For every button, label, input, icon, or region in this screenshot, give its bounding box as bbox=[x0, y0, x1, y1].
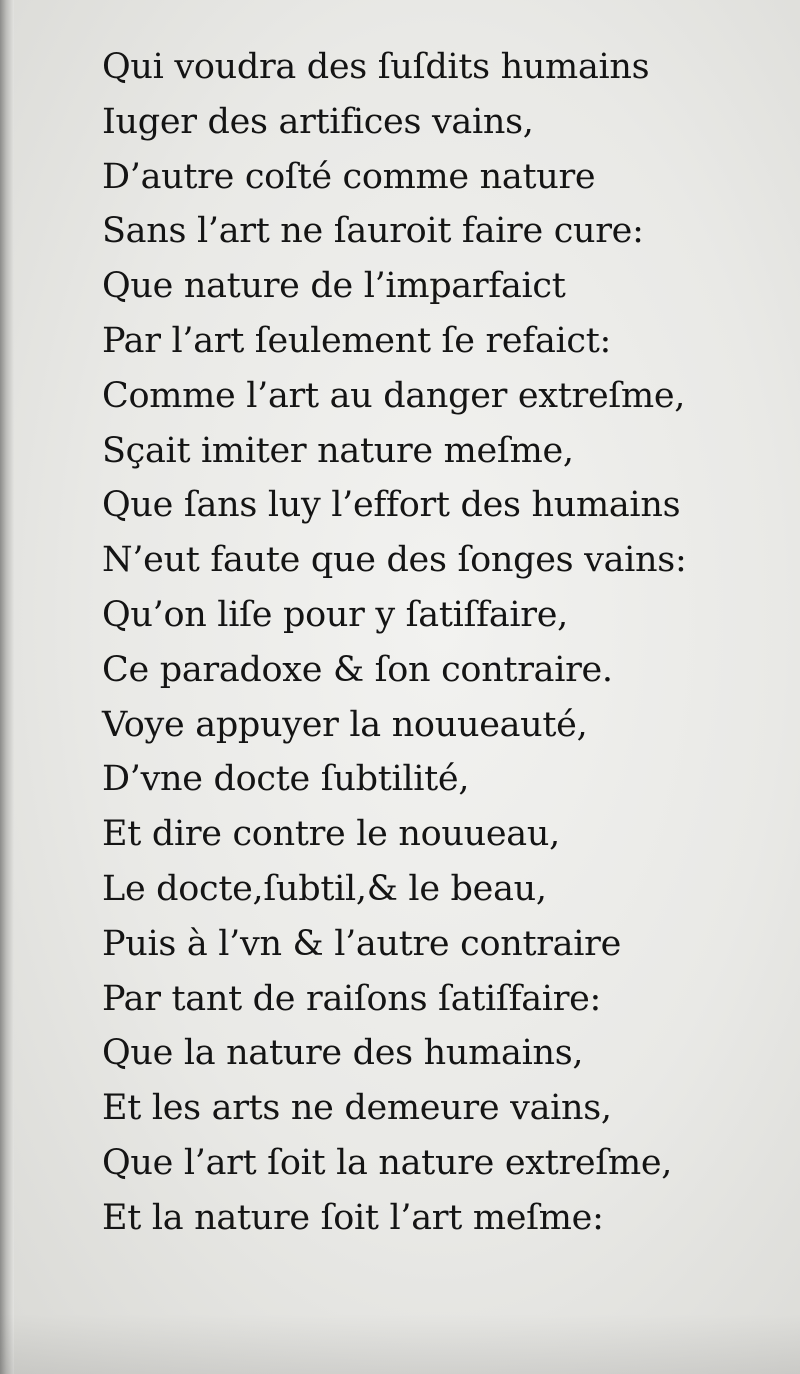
poem-text bbox=[102, 40, 782, 1246]
verse-line: Qu’on liſe pour y ſatiſfaire, bbox=[102, 594, 568, 635]
verse-line: Le docte,ſubtil,& le beau, bbox=[102, 868, 547, 909]
verse-line: Que la nature des humains, bbox=[102, 1033, 584, 1074]
verse-line: Et la nature ſoit l’art meſme: bbox=[102, 1197, 604, 1238]
verse-line: Qui voudra des ſuſdits humains bbox=[102, 47, 650, 87]
verse-line: D’vne docte ſubtilité, bbox=[102, 759, 470, 800]
verse-line: Comme l’art au danger extreſme, bbox=[102, 375, 686, 416]
verse-line: Que ſans luy l’effort des humains bbox=[102, 485, 681, 526]
verse-line: Sans l’art ne ſauroit faire cure: bbox=[102, 211, 644, 252]
verse-line: N’eut faute que des ſonges vains: bbox=[102, 540, 687, 581]
verse-line: Iuger des artifices vains, bbox=[102, 101, 534, 142]
verse-line: Et dire contre le nouueau, bbox=[102, 814, 560, 855]
verse-line: Que l’art ſoit la nature extreſme, bbox=[102, 1142, 673, 1183]
verse-line: Voye appuyer la nouueauté, bbox=[102, 704, 588, 745]
verse-line: Sçait imiter nature meſme, bbox=[102, 430, 574, 471]
verse-line: Ce paradoxe & ſon contraire. bbox=[102, 649, 613, 690]
verse-line: Et les arts ne demeure vains, bbox=[102, 1088, 612, 1129]
page-bottom-shadow bbox=[0, 1314, 800, 1374]
verse-line: Puis à l’vn & l’autre contraire bbox=[102, 923, 621, 964]
verse-line: Par l’art ſeulement ſe refaict: bbox=[102, 320, 611, 361]
verse-line: Que nature de l’imparfaict bbox=[102, 266, 566, 307]
verse-line: Par tant de raiſons ſatiſfaire: bbox=[102, 978, 602, 1019]
verse-line: D’autre coſté comme nature bbox=[102, 156, 596, 197]
page-gutter-shadow bbox=[0, 0, 14, 1374]
